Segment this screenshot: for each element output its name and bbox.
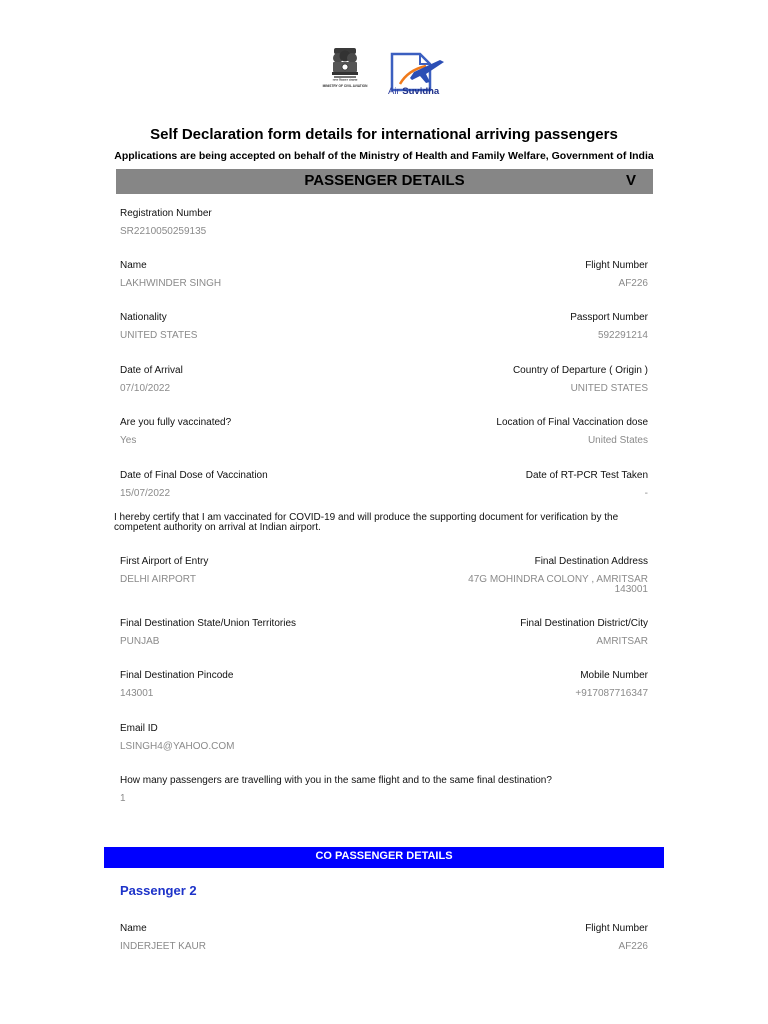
rtpcr-value: -: [644, 488, 648, 499]
emblem-caption: MINISTRY OF CIVIL AVIATION: [322, 84, 368, 88]
state-value: PUNJAB: [120, 636, 160, 647]
registration-value: SR2210050259135: [120, 226, 207, 237]
mobile-value: +917087716347: [575, 688, 648, 699]
nationality-value: UNITED STATES: [120, 330, 198, 341]
emblem-caption-hindi: नागर विमानन मंत्रालय: [332, 78, 358, 82]
vaccination-location-value: United States: [587, 435, 648, 446]
co-passenger-header: [104, 847, 664, 868]
flight-label: Flight Number: [585, 260, 648, 271]
passport-label: Passport Number: [570, 312, 648, 323]
email-value: LSINGH4@YAHOO.COM: [120, 741, 235, 752]
airport-label: First Airport of Entry: [120, 556, 209, 567]
passenger-details-title: PASSENGER DETAILS: [304, 172, 465, 189]
registration-label: Registration Number: [120, 208, 212, 219]
air-word: Air: [388, 86, 400, 97]
co-passenger-title: CO PASSENGER DETAILS: [315, 850, 453, 862]
mobile-label: Mobile Number: [580, 670, 648, 681]
final-dose-value: 15/07/2022: [120, 488, 171, 499]
vaccination-location-label: Location of Final Vaccination dose: [496, 417, 648, 428]
district-label: Final Destination District/City: [520, 618, 648, 629]
section-marker: V: [625, 172, 636, 189]
pincode-label: Final Destination Pincode: [120, 670, 234, 681]
companions-value: 1: [120, 793, 126, 804]
departure-country-value: UNITED STATES: [570, 383, 648, 394]
air-suvidha-wordmark: [388, 86, 439, 97]
departure-country-label: Country of Departure ( Origin ): [512, 365, 648, 376]
address-value-line1: 47G MOHINDRA COLONY , AMRITSAR: [468, 574, 648, 585]
address-label: Final Destination Address: [534, 556, 648, 567]
page-title: Self Declaration form details for international arriving passengers: [150, 126, 618, 143]
certification-text: I hereby certify that I am vaccinated for COVID-19 and will produce the supporting document for verification by the competent authority on arrival at Indian airport.: [114, 512, 619, 533]
companions-label: How many passengers are travelling with you in the same flight and to the same final destination?: [120, 775, 552, 786]
passenger-details-header: [116, 169, 653, 194]
arrival-date-label: Date of Arrival: [120, 365, 183, 376]
co-name-label: Name: [120, 923, 147, 934]
name-value: LAKHWINDER SINGH: [120, 278, 222, 289]
arrival-date-value: 07/10/2022: [120, 383, 171, 394]
pincode-value: 143001: [120, 688, 154, 699]
page-subtitle: Applications are being accepted on behalf of the Ministry of Health and Family Welfare, Government of India: [114, 150, 654, 162]
passenger-2-title: Passenger 2: [120, 883, 197, 898]
vaccinated-label: Are you fully vaccinated?: [120, 417, 232, 428]
state-label: Final Destination State/Union Territories: [120, 618, 297, 629]
logo-area: [0, 44, 768, 100]
airport-value: DELHI AIRPORT: [120, 574, 196, 585]
rtpcr-label: Date of RT-PCR Test Taken: [525, 470, 648, 481]
suvidha-word: Suvidha: [402, 86, 440, 97]
flight-value: AF226: [618, 278, 648, 289]
national-emblem-icon: [318, 46, 372, 98]
co-flight-label: Flight Number: [585, 923, 648, 934]
co-name-value: INDERJEET KAUR: [120, 941, 206, 952]
co-flight-value: AF226: [618, 941, 648, 952]
nationality-label: Nationality: [120, 312, 167, 323]
vaccinated-value: Yes: [120, 435, 137, 446]
district-value: AMRITSAR: [596, 636, 648, 647]
address-value-line2: 143001: [614, 584, 648, 595]
name-label: Name: [120, 260, 147, 271]
final-dose-label: Date of Final Dose of Vaccination: [120, 470, 268, 481]
passport-value: 592291214: [597, 330, 648, 341]
email-label: Email ID: [120, 723, 158, 734]
